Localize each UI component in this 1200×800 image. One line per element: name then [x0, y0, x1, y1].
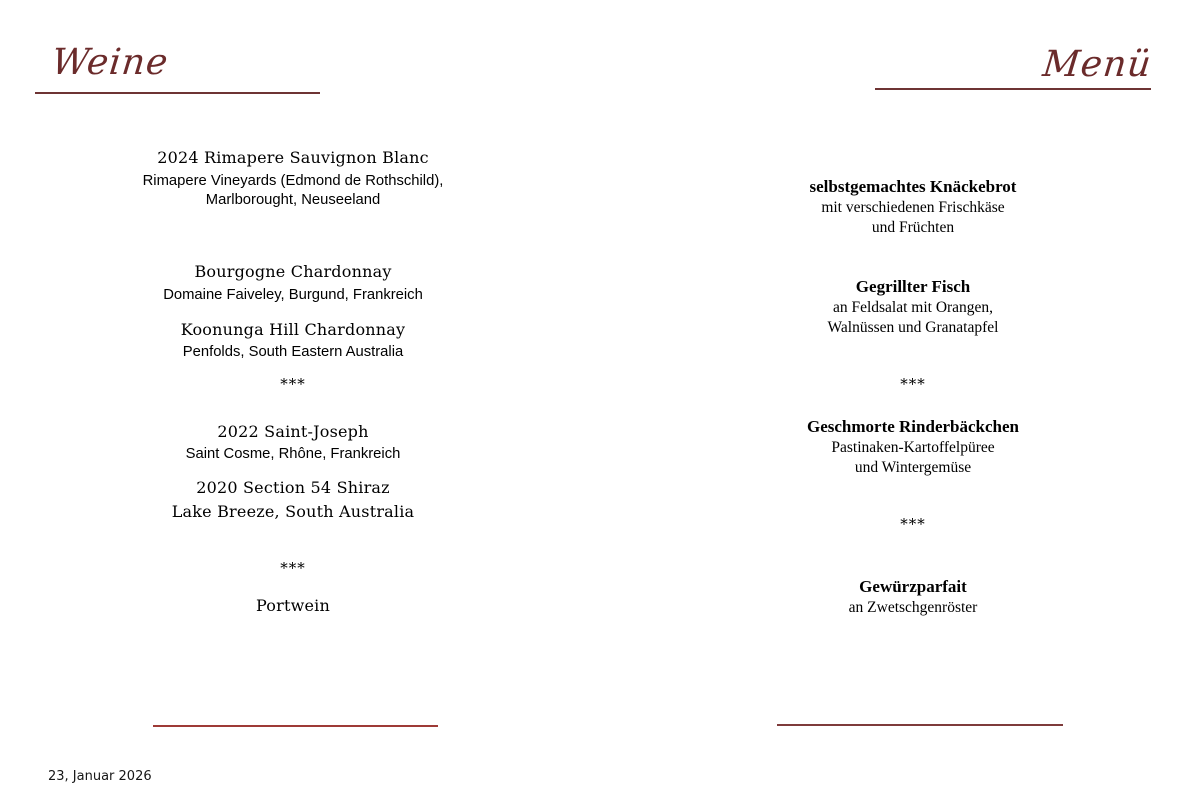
- course-separator: ***: [900, 515, 926, 533]
- course-title: selbstgemachtes Knäckebrot: [809, 177, 1017, 196]
- wine-separator: ***: [280, 375, 306, 393]
- menu-footer-rule: [777, 724, 1063, 726]
- wine-separator: ***: [280, 559, 306, 577]
- wine-footer-rule: [153, 725, 438, 727]
- wine-page-title: Weine: [49, 42, 171, 83]
- course-separator: ***: [900, 375, 926, 393]
- wine-detail: Lake Breeze, South Australia: [171, 502, 415, 521]
- course-detail: Pastinaken-Kartoffelpüree: [831, 439, 995, 456]
- course-title: Gewürzparfait: [859, 577, 967, 596]
- course-title: Geschmorte Rinderbäckchen: [806, 417, 1019, 436]
- wine-detail: Domaine Faiveley, Burgund, Frankreich: [163, 287, 423, 303]
- wine-title: 2020 Section 54 Shiraz: [196, 478, 390, 497]
- wine-title: Bourgogne Chardonnay: [194, 262, 392, 281]
- course-title: Gegrillter Fisch: [855, 277, 971, 296]
- wine-list: [113, 0, 473, 800]
- course-detail: und Wintergemüse: [854, 459, 972, 476]
- wine-detail: Rimapere Vineyards (Edmond de Rothschild),: [142, 173, 444, 189]
- wine-title: 2024 Rimapere Sauvignon Blanc: [157, 148, 429, 167]
- date-label: 23, Januar 2026: [48, 769, 152, 784]
- wine-detail: Marlborought, Neuseeland: [205, 192, 381, 208]
- wine-title: Portwein: [255, 596, 330, 615]
- course-detail: mit verschiedenen Frischkäse: [821, 199, 1005, 216]
- course-detail: an Zwetschgenröster: [848, 599, 978, 616]
- course-detail: und Früchten: [871, 219, 955, 236]
- course-detail: an Feldsalat mit Orangen,: [832, 299, 994, 316]
- wine-title: 2022 Saint-Joseph: [217, 422, 369, 441]
- menu-list: [763, 0, 1063, 800]
- wine-title: Koonunga Hill Chardonnay: [180, 320, 406, 339]
- wine-detail: Penfolds, South Eastern Australia: [182, 344, 404, 360]
- menu-page-title: Menü: [1041, 44, 1155, 85]
- course-detail: Walnüssen und Granatapfel: [827, 319, 999, 336]
- wine-detail: Saint Cosme, Rhône, Frankreich: [185, 446, 401, 462]
